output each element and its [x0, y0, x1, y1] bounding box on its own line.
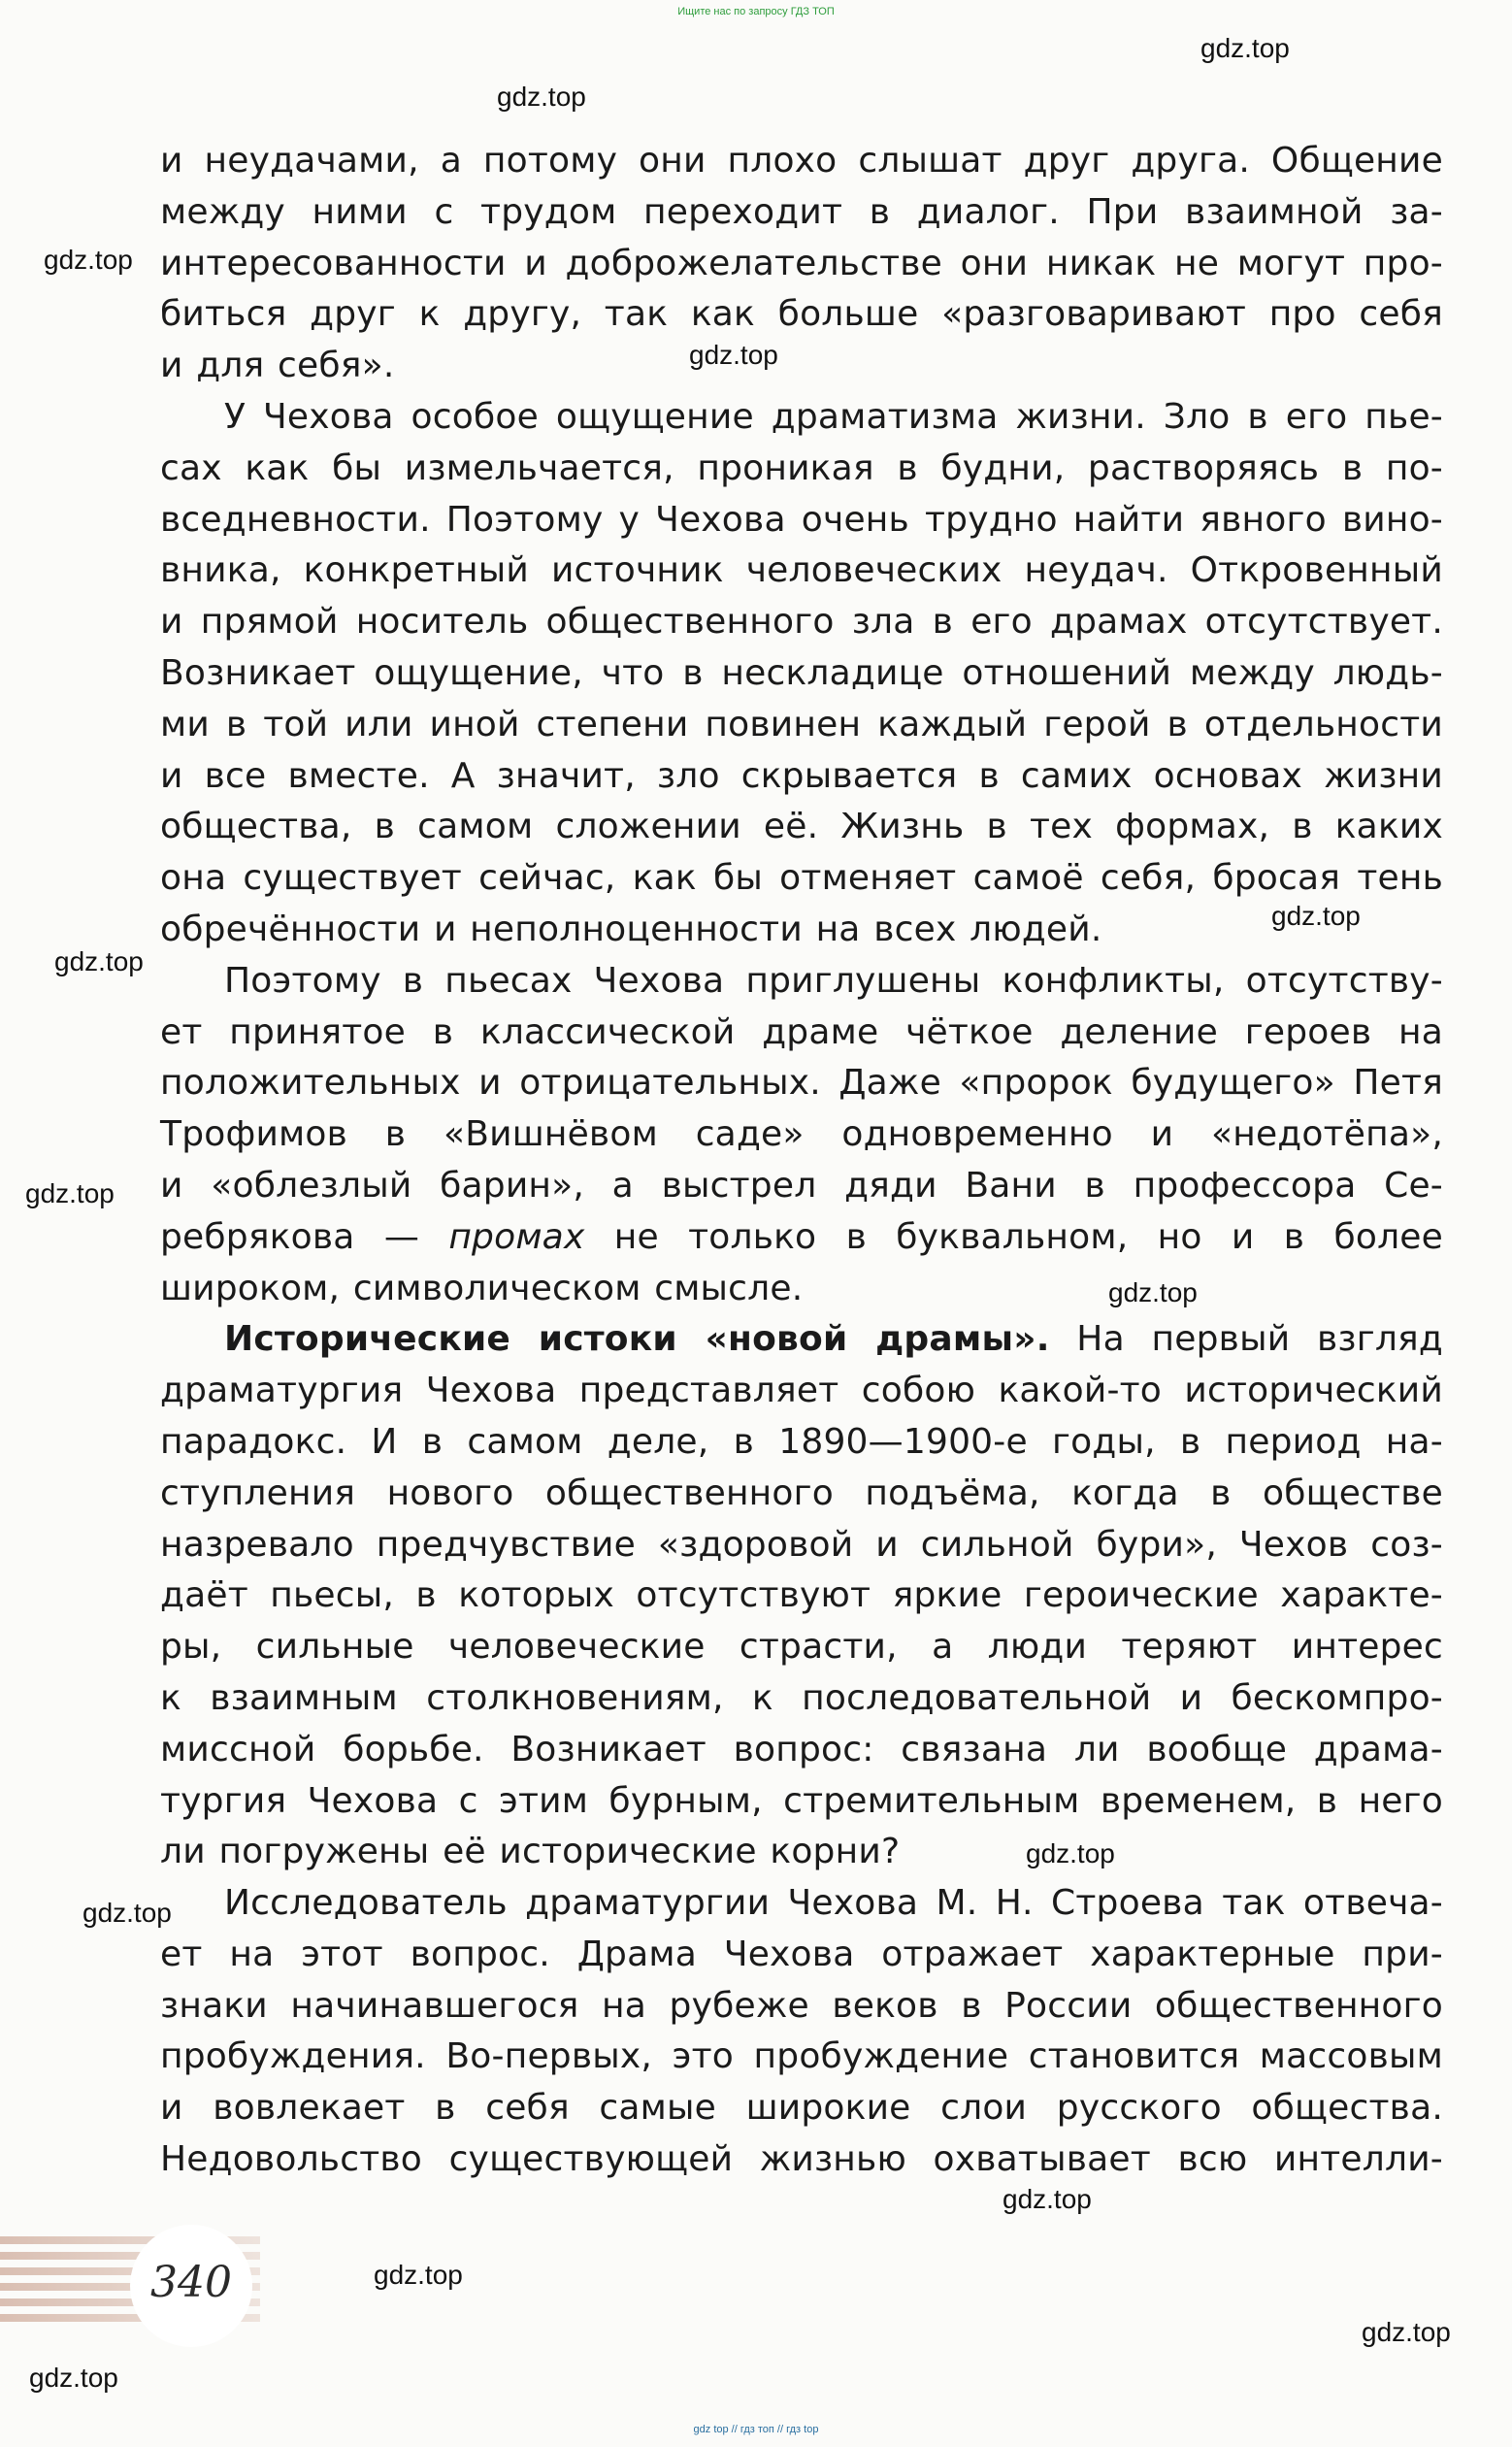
watermark: gdz.top	[25, 1178, 115, 1208]
text-line: даёт пьесы, в которых отсутствуют яркие героические характе-	[160, 1575, 1443, 1616]
text-line: ры, сильные человеческие страсти, а люди теряют интерес	[160, 1627, 1443, 1668]
text-line: Исследователь драматургии Чехова М. Н. Строева так отвеча-	[224, 1883, 1443, 1924]
text-line	[160, 1314, 1443, 1366]
text-line: и прямой носитель общественного зла в его драмах отсутствует.	[160, 602, 1443, 643]
text-line: и «облезлый барин», а выстрел дяди Вани в профессора Се-	[160, 1165, 1443, 1206]
text-line: интересованности и доброжелательстве они никак не могут про-	[160, 243, 1443, 283]
watermark: gdz.top	[689, 340, 778, 370]
watermark: gdz.top	[82, 1898, 172, 1928]
text-line: ет принятое в классической драме чёткое деление героев на	[160, 1011, 1443, 1052]
text-line: пробуждения. Во-первых, это пробуждение становится массовым	[160, 2036, 1443, 2077]
text-line: и вовлекает в себя самые широкие слои русского общества.	[160, 2088, 1443, 2129]
text-segment: ребрякова —	[160, 1216, 449, 1257]
watermark: gdz.top	[497, 82, 586, 112]
text-segment: не только в буквальном, но и в более	[584, 1216, 1443, 1257]
watermark: gdz.top	[1026, 1838, 1115, 1868]
watermark: gdz.top	[374, 2260, 463, 2290]
text-line: широком, символическом смысле.	[160, 1268, 804, 1308]
text-line: вседневности. Поэтому у Чехова очень трудно найти явного вино-	[160, 499, 1443, 540]
text-line: и неудачами, а потому они плохо слышат друг друга. Общение	[160, 141, 1443, 181]
watermark: gdz.top	[1200, 33, 1290, 63]
text-line: Недовольство существующей жизнью охватывает всю интелли-	[160, 2139, 1443, 2180]
text-line: драматургия Чехова представляет собою какой-то исторический	[160, 1371, 1443, 1411]
text-line: миссной борьбе. Возникает вопрос: связана ли вообще драма-	[160, 1729, 1443, 1769]
text-line: тургия Чехова с этим бурным, стремительным временем, в него	[160, 1780, 1443, 1821]
section-heading: Исторические истоки «новой драмы».	[224, 1319, 1050, 1360]
text-line: сах как бы измельчается, проникая в будни, растворяясь в по-	[160, 447, 1443, 488]
text-line: между ними с трудом переходит в диалог. При взаимной за-	[160, 191, 1443, 232]
text-line: вника, конкретный источник человеческих неудач. Откровенный	[160, 550, 1443, 591]
text-line: и все вместе. А значит, зло скрывается в самих основах жизни	[160, 755, 1443, 796]
page-number: 340	[150, 2258, 232, 2307]
text-line: Возникает ощущение, что в нескладице отношений между людь-	[160, 652, 1443, 693]
watermark: gdz.top	[1108, 1277, 1198, 1307]
text-line: Поэтому в пьесах Чехова приглушены конфликты, отсутству-	[224, 960, 1443, 1001]
text-line: назревало предчувствие «здоровой и сильной бури», Чехов соз-	[160, 1524, 1443, 1565]
text-line: ет на этот вопрос. Драма Чехова отражает характерные при-	[160, 1934, 1443, 1974]
text-line: У Чехова особое ощущение драматизма жизни. Зло в его пье-	[224, 396, 1443, 437]
text-line: Трофимов в «Вишнёвом саде» одновременно и «недотёпа»,	[160, 1114, 1443, 1155]
text-line	[160, 1212, 1443, 1264]
text-line: парадокс. И в самом деле, в 1890—1900-е годы, в период на-	[160, 1421, 1443, 1462]
text-line: к взаимным столкновениям, к последовательной и бескомпро-	[160, 1677, 1443, 1718]
text-segment: На первый взгляд	[1049, 1319, 1443, 1360]
text-line: ли погружены её исторические корни?	[160, 1832, 901, 1872]
watermark: gdz.top	[54, 946, 144, 976]
text-line: и для себя».	[160, 346, 395, 386]
italic-word: промах	[448, 1216, 585, 1257]
watermark: gdz.top	[44, 245, 133, 275]
text-line: обречённости и неполноценности на всех людей.	[160, 909, 1102, 949]
text-line: положительных и отрицательных. Даже «пророк будущего» Петя	[160, 1063, 1443, 1104]
top-search-note: Ищите нас по запросу ГДЗ ТОП	[677, 6, 835, 17]
watermark: gdz.top	[1003, 2184, 1092, 2214]
bottom-watermark-note: gdz top // гдз топ // гдз top	[693, 2424, 819, 2435]
text-line: знаки начинавшегося на рубеже веков в России общественного	[160, 1985, 1443, 2026]
text-line: ми в той или иной степени повинен каждый герой в отдельности	[160, 704, 1443, 744]
text-line: ступления нового общественного подъёма, когда в обществе	[160, 1472, 1443, 1513]
text-line: биться друг к другу, так как больше «разговаривают про себя	[160, 294, 1443, 335]
text-line: она существует сейчас, как бы отменяет самоё себя, бросая тень	[160, 858, 1443, 899]
text-line: общества, в самом сложении её. Жизнь в тех формах, в каких	[160, 807, 1443, 847]
page-text	[160, 136, 1443, 2186]
watermark: gdz.top	[29, 2363, 118, 2393]
watermark: gdz.top	[1362, 2317, 1451, 2347]
watermark: gdz.top	[1271, 901, 1361, 931]
